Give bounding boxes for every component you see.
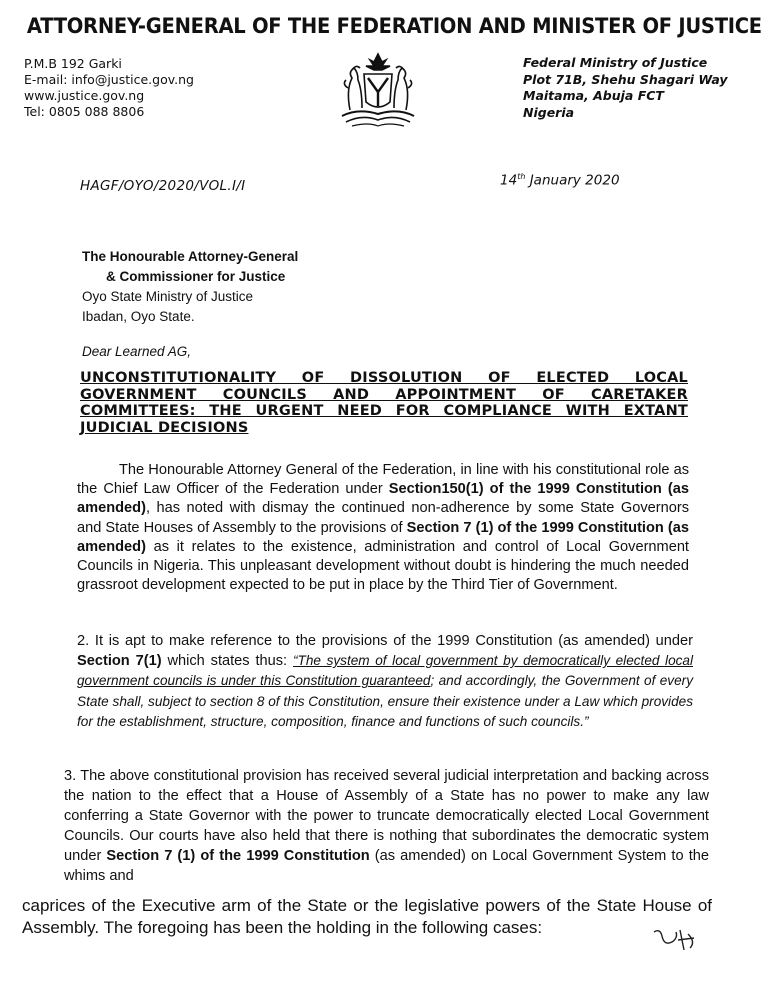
p2-text-a: 2. It is apt to make reference to the provisions of the 1999 Constitution (as amended) under bbox=[77, 633, 693, 649]
p1-text-c: , has noted with dismay the continued non-adherence by some State Governors and State Houses of Assembly to the provisions of bbox=[77, 500, 689, 536]
contact-city: Maitama, Abuja FCT bbox=[523, 88, 664, 103]
contact-website: www.justice.gov.ng bbox=[24, 88, 145, 103]
contact-tel: Tel: 0805 088 8806 bbox=[24, 104, 145, 119]
addressee-title: The Honourable Attorney-General bbox=[82, 249, 299, 264]
date-rest: January 2020 bbox=[529, 172, 620, 189]
addressee-block bbox=[82, 247, 298, 327]
nigeria-coat-of-arms-icon bbox=[328, 50, 428, 132]
p3-text-a: 3. The above constitutional provision has received several judicial interpretation and backing across the nation to the effect that a House of Assembly of a State has no power to make any law conferring a State Governor with the power to truncate democratically elected Local Government Councils. Our courts have also held that there is nothing that subordinates the democratic system under bbox=[64, 768, 709, 864]
p2-quote-underlined: “The system of local government by democratically elected local government councils is under this Constitution guaranteed bbox=[77, 653, 694, 689]
p1-text-e: as it relates to the existence, administration and control of Local Government Councils in Nigeria. This unpleasant development without doubt is hindering the much needed grassroot development expected to be put in place by the Third Tier of Government. bbox=[77, 538, 689, 594]
salutation: Dear Learned AG, bbox=[82, 344, 192, 359]
initials-signature-icon bbox=[650, 924, 700, 954]
contact-left bbox=[24, 56, 194, 120]
p1-bold-d: Section 7 (1) of the 1999 Constitution (as amended) bbox=[77, 519, 689, 555]
addressee-subtitle: & Commissioner for Justice bbox=[106, 269, 286, 284]
p2-text-c: which states thus: bbox=[161, 653, 294, 670]
contact-pmb: P.M.B 192 Garki bbox=[24, 56, 122, 71]
date-suffix: th bbox=[517, 172, 526, 181]
p2-quote-rest: ; and accordingly, the Government of every State shall, subject to section 8 of this Constitution, ensure their existence under a Law which provides for the establishment, structure, composition, finance and functions of such councils.” bbox=[77, 673, 693, 729]
paragraph-3-continued: caprices of the Executive arm of the State or the legislative powers of the State House of Assembly. The foregoing has been the holding in the following cases: bbox=[22, 896, 712, 937]
addressee-ministry: Oyo State Ministry of Justice bbox=[82, 289, 254, 304]
reference-number: HAGF/OYO/2020/VOL.I/I bbox=[80, 178, 246, 194]
p1-bold-b: Section150(1) of the 1999 Constitution (as amended) bbox=[77, 481, 689, 517]
paragraph-2 bbox=[77, 632, 693, 732]
p1-text-a: The Honourable Attorney General of the Federation, in line with his constitutional role as the Chief Law Officer of the Federation under bbox=[77, 462, 689, 498]
date-day: 14 bbox=[500, 172, 518, 189]
subject-heading: UNCONSTITUTIONALITY OF DISSOLUTION OF ELECTED LOCAL GOVERNMENT COUNCILS AND APPOINTMENT OF CARETAKER COMMITTEES: THE URGENT NEED FOR COMPLIANCE WITH EXTANT JUDICIAL DECISIONS bbox=[80, 370, 688, 436]
contact-email: E-mail: info@justice.gov.ng bbox=[24, 72, 194, 87]
p2-bold-b: Section 7(1) bbox=[77, 653, 162, 670]
contact-ministry: Federal Ministry of Justice bbox=[523, 55, 708, 70]
p3-text-c: (as amended) on Local Government System to the whims and bbox=[64, 848, 709, 884]
letterhead-title: ATTORNEY-GENERAL OF THE FEDERATION AND MINISTER OF JUSTICE bbox=[26, 14, 762, 38]
p3-bold-b: Section 7 (1) of the 1999 Constitution bbox=[106, 848, 370, 864]
contact-country: Nigeria bbox=[523, 104, 575, 120]
contact-right bbox=[523, 55, 728, 121]
paragraph-1 bbox=[77, 461, 689, 595]
addressee-location: Ibadan, Oyo State. bbox=[82, 309, 195, 324]
paragraph-3 bbox=[64, 766, 709, 886]
contact-plot: Plot 71B, Shehu Shagari Way bbox=[523, 71, 728, 87]
letter-date bbox=[500, 172, 620, 189]
